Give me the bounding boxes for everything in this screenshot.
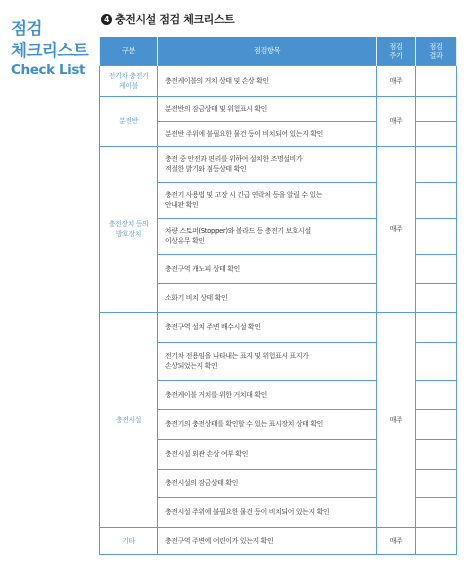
category-cell: 기타 [100, 527, 158, 554]
check-item-cell: 충전시설 외관 손상 여부 확인 [158, 439, 377, 469]
result-cell[interactable] [416, 527, 457, 554]
table-row [100, 96, 457, 121]
header-category: 구분 [100, 37, 158, 65]
cycle-cell: 매주 [377, 96, 416, 146]
cycle-cell: 매주 [377, 65, 416, 96]
result-cell[interactable] [416, 121, 457, 146]
result-cell[interactable] [416, 182, 457, 218]
check-item-cell: 차량 스토퍼(Stopper)와 볼라드 등 충전기 보호시설 이상유무 확인 [158, 218, 377, 254]
section-title: 충전시설 점검 체크리스트 [115, 13, 235, 26]
table-row [100, 312, 457, 342]
side-title-line1: 점검 [11, 19, 42, 38]
section-number-icon: 4 [101, 14, 112, 25]
result-cell[interactable] [416, 439, 457, 469]
result-cell[interactable] [416, 312, 457, 342]
check-item-cell: 충전기 사용법 및 고장 시 긴급 연락처 등을 알릴 수 있는 안내판 확인 [158, 182, 377, 218]
check-item-cell: 전기차 전용임을 나타내는 표지 및 위험표시 표지가 손상되었는지 확인 [158, 342, 377, 380]
side-title-line3: Check List [11, 61, 86, 78]
side-title [11, 18, 96, 79]
check-item-cell: 충전구역 설치 주변 배수시설 확인 [158, 312, 377, 342]
check-item-cell: 충전 중 안전과 편리를 위하여 설치한 조명설비가 적절한 밝기와 점등상태 확인 [158, 146, 377, 182]
result-cell[interactable] [416, 146, 457, 182]
result-cell[interactable] [416, 342, 457, 380]
result-cell[interactable] [416, 497, 457, 527]
result-cell[interactable] [416, 96, 457, 121]
check-item-cell: 충전시설의 잠금상태 확인 [158, 469, 377, 497]
check-item-cell: 분전반의 잠금상태 및 위험표시 확인 [158, 96, 377, 121]
category-cell: 충전장치 등의 방호장치 [100, 146, 158, 312]
result-cell[interactable] [416, 65, 457, 96]
check-item-cell: 충전구역 주변에 어린이가 있는지 확인 [158, 527, 377, 554]
checklist-table [99, 37, 457, 555]
result-cell[interactable] [416, 283, 457, 312]
cycle-cell: 매주 [377, 527, 416, 554]
table-row [100, 146, 457, 182]
category-cell: 충전시설 [100, 312, 158, 527]
check-item-cell: 소화기 비치 상태 확인 [158, 283, 377, 312]
cycle-cell: 매주 [377, 146, 416, 312]
result-cell[interactable] [416, 218, 457, 254]
checklist-body [100, 65, 457, 554]
category-cell: 전기차 충전기 케이블 [100, 65, 158, 96]
result-cell[interactable] [416, 469, 457, 497]
header-result: 점검 결과 [416, 37, 457, 65]
result-cell[interactable] [416, 254, 457, 283]
result-cell[interactable] [416, 380, 457, 409]
check-item-cell: 충전구역 캐노피 상태 확인 [158, 254, 377, 283]
category-cell: 분전반 [100, 96, 158, 146]
result-cell[interactable] [416, 409, 457, 439]
table-header-row [100, 37, 457, 65]
check-item-cell: 충전기의 충전상태를 확인할 수 있는 표시장치 상태 확인 [158, 409, 377, 439]
check-item-cell: 분전반 주위에 불필요한 물건 등이 비치되어 있는지 확인 [158, 121, 377, 146]
side-title-line2: 체크리스트 [11, 40, 89, 60]
check-item-cell: 충전케이블의 거치 상태 및 손상 확인 [158, 65, 377, 96]
cycle-cell: 매주 [377, 312, 416, 527]
check-item-cell: 충전케이블 거치를 위한 거치대 확인 [158, 380, 377, 409]
table-row [100, 65, 457, 96]
header-cycle: 점검 주기 [377, 37, 416, 65]
check-item-cell: 충전시설 주위에 불필요한 물건 등이 비치되어 있는지 확인 [158, 497, 377, 527]
section-heading [101, 11, 234, 27]
table-row [100, 527, 457, 554]
header-item: 점검항목 [158, 37, 377, 65]
